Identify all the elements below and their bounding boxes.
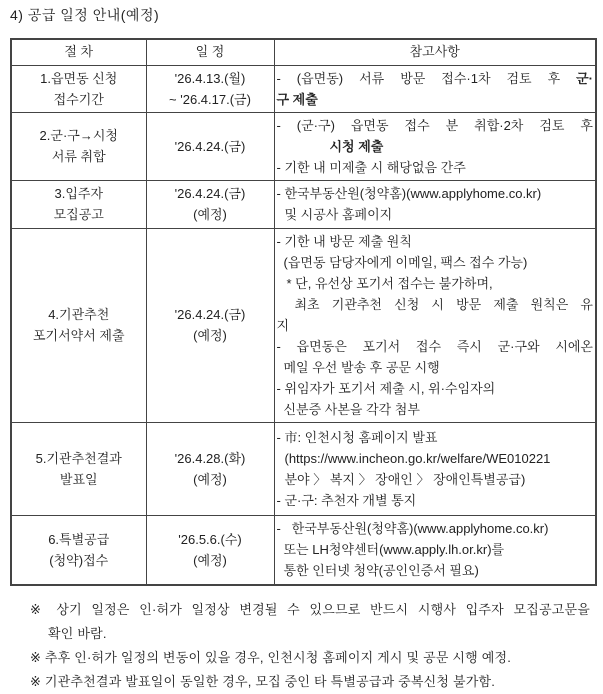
procedure-cell [11, 422, 146, 515]
procedure-line: 발표일 [59, 471, 98, 487]
footnote-line: ※ 추후 인·허가 일정의 변동이 있을 경우, 인천시청 홈페이지 게시 및 공문 시행 예정. [30, 650, 512, 665]
text: - (군·구) 읍면동 접수 분 취합·2차 검토 후 [276, 117, 593, 133]
table-row [11, 515, 596, 585]
footnotes [30, 598, 590, 694]
note-line [277, 427, 594, 448]
text: 분야 〉 복지 〉 장애인 〉 장애인특별공급) [284, 471, 526, 487]
schedule-cell [146, 422, 274, 515]
note-line [277, 231, 594, 252]
procedure-line: 3.입주자 [54, 186, 104, 201]
notes-cell [274, 180, 596, 228]
text: - 군·구: 추천자 개별 통지 [276, 492, 417, 508]
footnote-line: ※ 기관추천결과 발표일이 동일한 경우, 모집 중인 타 특별공급과 중복신청 불가함. [30, 674, 496, 689]
text: (읍면동 담당자에게 이메일, 팩스 접수 가능) [283, 254, 528, 270]
note-line [277, 357, 594, 378]
notes-cell [274, 112, 596, 180]
text: 메일 우선 발송 후 공문 시행 [283, 359, 440, 375]
footnote [30, 598, 590, 646]
text: (https://www.incheon.go.kr/welfare/WE010221 [284, 450, 551, 466]
text: - 읍면동은 포기서 접수 즉시 군·구와 시에온 [276, 338, 593, 354]
notes-cell [274, 422, 596, 515]
bold-text: 구 제출 [276, 91, 318, 107]
note-line [277, 539, 594, 560]
note-line [277, 115, 594, 136]
procedure-line: 포기서약서 제출 [32, 328, 125, 343]
note-line [277, 399, 594, 420]
procedure-line: 접수기간 [53, 91, 104, 107]
supply-schedule-table [10, 38, 597, 586]
schedule-cell [146, 180, 274, 228]
schedule-line: '26.4.24.(금) [174, 307, 246, 322]
schedule-cell [146, 65, 274, 112]
text: 또는 LH청약센터(www.apply.lh.or.kr)를 [283, 542, 505, 558]
footnote-line: 확인 바람. [48, 626, 107, 641]
note-line [277, 273, 594, 294]
table-header-row [11, 39, 596, 65]
header-schedule: 일 정 [146, 39, 274, 65]
note-line [277, 136, 594, 157]
schedule-line: '26.4.24.(금) [174, 186, 246, 201]
header-procedure: 절 차 [11, 39, 146, 65]
procedure-cell [11, 228, 146, 422]
note-line [277, 518, 594, 539]
note-line [277, 448, 594, 469]
schedule-line: '26.4.28.(화) [174, 450, 246, 466]
note-line [277, 294, 594, 315]
schedule-table-body [11, 65, 596, 585]
procedure-line: (청약)접수 [49, 552, 109, 568]
note-line [277, 336, 594, 357]
procedure-line: 1.읍면동 신청 [40, 70, 118, 86]
bold-text: 시청 제출 [329, 138, 384, 154]
schedule-cell [146, 515, 274, 585]
text: - 市: 인천시청 홈페이지 발표 [276, 429, 438, 445]
procedure-cell [11, 65, 146, 112]
note-line [277, 157, 594, 178]
note-line [277, 469, 594, 490]
text: 및 시공사 홈페이지 [284, 207, 393, 222]
note-line [277, 315, 594, 336]
note-line [277, 252, 594, 273]
text: 최초 기관추천 신청 시 방문 제출 원칙은 유 [294, 296, 593, 312]
note-line [277, 490, 594, 511]
note-line [277, 560, 594, 581]
schedule-line: '26.5.6.(수) [178, 531, 242, 547]
text: - 기한 내 방문 제출 원칙 [276, 233, 412, 249]
procedure-cell [11, 515, 146, 585]
note-line [277, 183, 594, 204]
section-title: 4) 공급 일정 안내(예정) [10, 7, 160, 23]
text: - 위임자가 포기서 제출 시, 위·수임자의 [276, 380, 496, 396]
header-notes: 참고사항 [274, 39, 596, 65]
table-row [11, 422, 596, 515]
note-line [277, 89, 594, 110]
footnote [30, 646, 590, 670]
procedure-cell [11, 180, 146, 228]
footnote-line: ※ 상기 일정은 인·허가 일정상 변경될 수 있으므로 반드시 시행사 입주자 모집공고문을 [30, 602, 590, 617]
schedule-cell [146, 112, 274, 180]
note-line [277, 68, 594, 89]
procedure-line: 4.기관추천 [48, 307, 110, 322]
footnote [30, 670, 590, 694]
procedure-line: 2.군·구→시청 [39, 128, 118, 143]
bold-text: 군· [576, 70, 593, 86]
text: 지 [276, 317, 290, 333]
procedure-line: 5.기관추천결과 [35, 450, 122, 466]
text: - 한국부동산원(청약홈)(www.applyhome.co.kr) [276, 521, 549, 537]
text: - 기한 내 미제출 시 해당없음 간주 [276, 159, 466, 175]
text: - 한국부동산원(청약홈)(www.applyhome.co.kr) [276, 186, 542, 201]
schedule-line: (예정) [193, 552, 227, 568]
procedure-line: 서류 취합 [51, 149, 106, 164]
note-line [277, 378, 594, 399]
procedure-cell [11, 112, 146, 180]
text: - (읍면동) 서류 방문 접수·1차 검토 후 [276, 70, 577, 86]
schedule-line: (예정) [193, 207, 227, 222]
schedule-cell [146, 228, 274, 422]
procedure-line: 6.특별공급 [48, 531, 110, 547]
table-row [11, 112, 596, 180]
schedule-line: (예정) [193, 328, 227, 343]
procedure-line: 모집공고 [53, 207, 104, 222]
schedule-line: '26.4.24.(금) [174, 138, 246, 154]
schedule-line: '26.4.13.(월) [174, 70, 246, 86]
table-row [11, 65, 596, 112]
text: 통한 인터넷 청약(공인인증서 필요) [283, 563, 479, 579]
schedule-line: (예정) [193, 471, 227, 487]
text: * 단, 유선상 포기서 접수는 불가하며, [286, 275, 493, 291]
table-row [11, 228, 596, 422]
text: 신분증 사본을 각각 첨부 [283, 401, 420, 417]
note-line [277, 204, 594, 225]
table-row [11, 180, 596, 228]
schedule-line: ~ '26.4.17.(금) [169, 91, 251, 107]
notes-cell [274, 515, 596, 585]
notes-cell [274, 228, 596, 422]
notes-cell [274, 65, 596, 112]
